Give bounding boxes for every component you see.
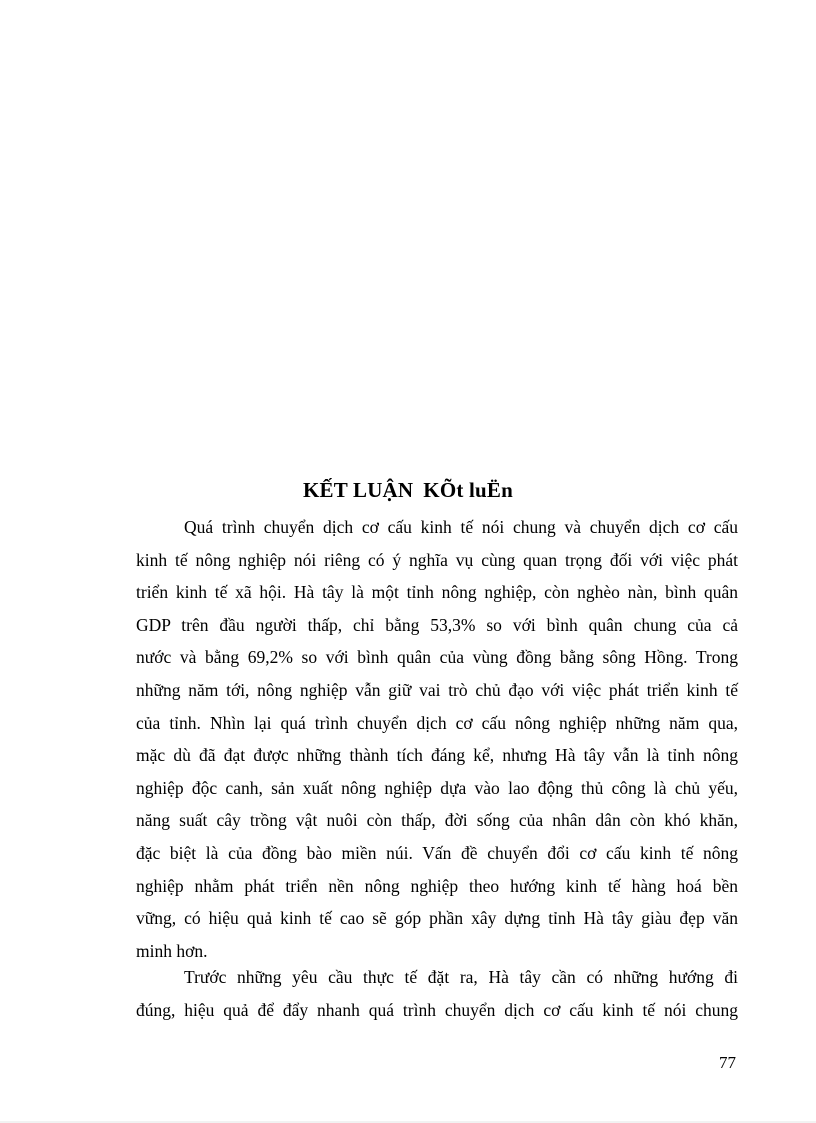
paragraph-2 xyxy=(136,961,738,1026)
text-line: triển kinh tế xã hội. Hà tây là một tỉnh nông nghiệp, còn nghèo nàn, bình quân xyxy=(136,582,738,603)
text-line: Trước những yêu cầu thực tế đặt ra, Hà tây cần có những hướng đi xyxy=(184,967,738,987)
text-line: vững, có hiệu quả kinh tế cao sẽ góp phần xây dựng tỉnh Hà tây giàu đẹp văn xyxy=(136,908,738,929)
text-line: những năm tới, nông nghiệp vẫn giữ vai trò chủ đạo với việc phát triển kinh tế xyxy=(136,679,738,700)
page-number: 77 xyxy=(719,1053,736,1072)
text-line: đúng, hiệu quả để đẩy nhanh quá trình chuyển dịch cơ cấu kinh tế nói chung xyxy=(136,999,738,1020)
text-line: mặc dù đã đạt được những thành tích đáng kể, nhưng Hà tây vẫn là tỉnh nông xyxy=(136,745,738,766)
section-heading xyxy=(0,478,816,503)
text-line: nước và bằng 69,2% so với bình quân của vùng đồng bằng sông Hồng. Trong xyxy=(136,647,738,668)
text-line: kinh tế nông nghiệp nói riêng có ý nghĩa vụ cùng quan trọng đối với việc phát xyxy=(136,549,738,570)
text-line: nghiệp độc canh, sản xuất nông nghiệp dựa vào lao động thủ công là chủ yếu, xyxy=(136,777,738,798)
text-line: của tỉnh. Nhìn lại quá trình chuyển dịch cơ cấu nông nghiệp những năm qua, xyxy=(136,712,738,733)
heading-title: KẾT LUẬN xyxy=(302,478,414,502)
text-line: minh hơn. xyxy=(136,940,208,961)
text-line: đặc biệt là của đồng bào miền núi. Vấn đề chuyển đổi cơ cấu kinh tế nông xyxy=(136,842,738,863)
text-line: nghiệp nhằm phát triển nền nông nghiệp theo hướng kinh tế hàng hoá bền xyxy=(136,875,738,896)
text-line: GDP trên đầu người thấp, chỉ bằng 53,3% so với bình quân chung của cả xyxy=(136,614,738,635)
heading-title-garbled: KÕt luËn xyxy=(423,478,514,502)
paragraph-1 xyxy=(136,511,738,967)
text-line: năng suất cây trồng vật nuôi còn thấp, đời sống của nhân dân còn khó khăn, xyxy=(136,810,738,831)
text-line: Quá trình chuyển dịch cơ cấu kinh tế nói chung và chuyển dịch cơ cấu xyxy=(184,517,738,537)
